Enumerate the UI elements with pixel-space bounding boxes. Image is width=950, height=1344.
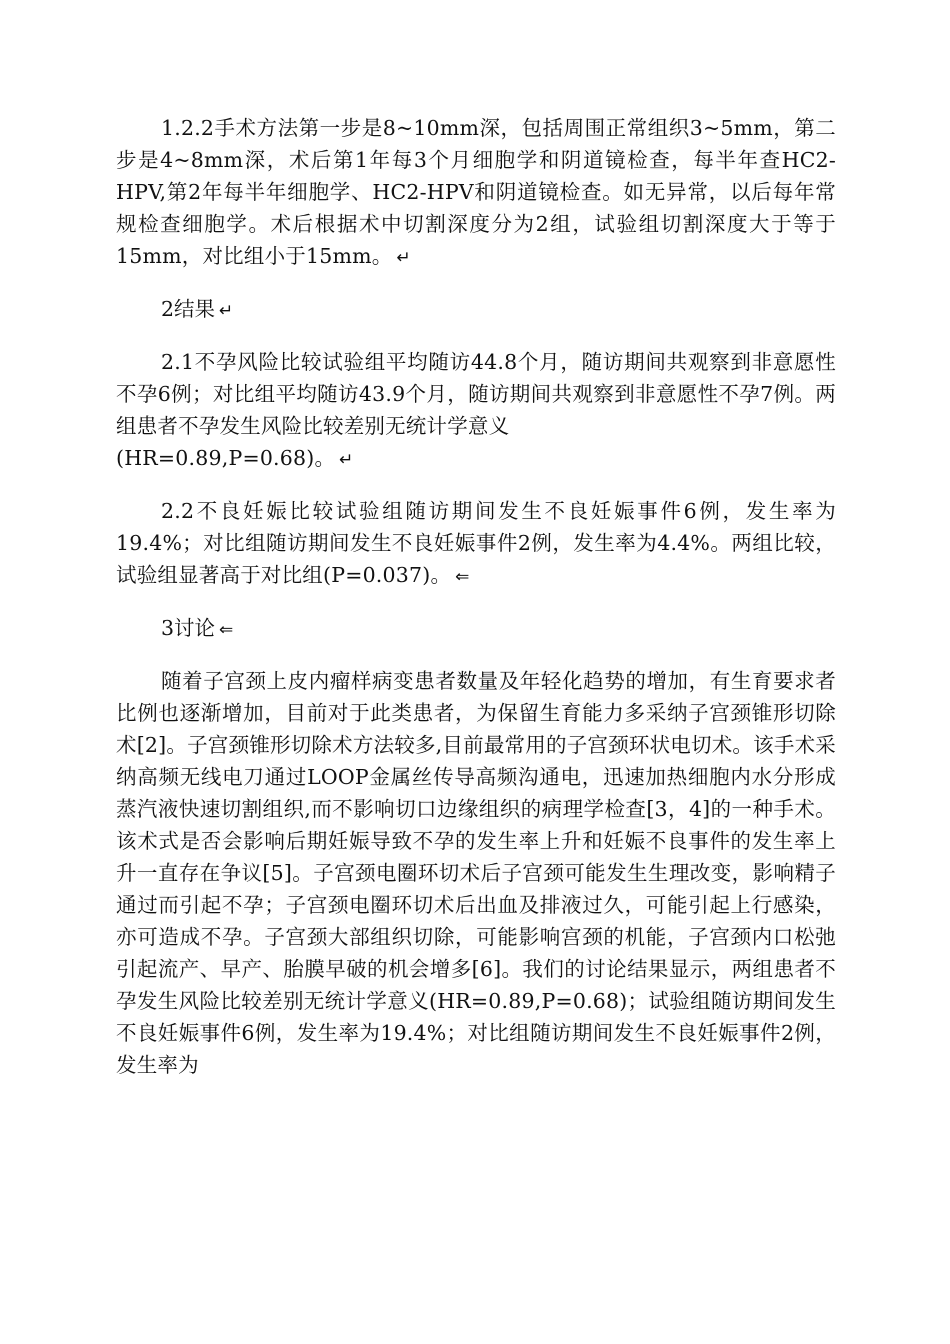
paragraph-mark-icon: ↵ [339,450,354,470]
document-body [116,112,836,1081]
section-mark-icon: ⇐ [219,620,234,640]
paragraph-mark-icon: ↵ [219,301,234,321]
paragraph-text: 2.2不良妊娠比较试验组随访期间发生不良妊娠事件6例，发生率为19.4%；对比组随访期间发生不良妊娠事件2例，发生率为4.4%。两组比较，试验组显著高于对比组(P=0.037)。 [116,499,836,587]
heading-text: 3讨论 [161,616,216,640]
section-heading-results [116,293,836,327]
paragraph-text: 1.2.2手术方法第一步是8~10mm深，包括周围正常组织3~5mm，第二步是4~8mm深，术后第1年每3个月细胞学和阴道镜检查，每半年查HC2-HPV,第2年每半年细胞学、HC2-HPV和阴道镜检查。如无异常，以后每年常规检查细胞学。术后根据术中切割深度分为2组，试验组切割深度大于等于15mm，对比组小于15mm。 [116,116,836,268]
paragraph-discussion [116,665,836,1081]
heading-text: 2结果 [161,297,216,321]
section-mark-icon: ⇐ [455,567,470,587]
section-heading-discussion [116,612,836,646]
paragraph-mark-icon: ↵ [396,248,411,268]
paragraph-text-continued: (HR=0.89,P=0.68)。 [116,446,336,470]
paragraph-infertility-risk [116,346,836,476]
paragraph-text: 随着子宫颈上皮内瘤样病变患者数量及年轻化趋势的增加，有生育要求者比例也逐渐增加，目前对于此类患者，为保留生育能力多采纳子宫颈锥形切除术[2]。子宫颈锥形切除术方法较多,目前最常用的子宫颈环状电切术。该手术采纳高频无线电刀通过LOOP金属丝传导高频沟通电，迅速加热细胞内水分形成蒸汽液快速切割组织,而不影响切口边缘组织的病理学检查[3，4]的一种手术。该术式是否会影响后期妊娠导致不孕的发生率上升和妊娠不良事件的发生率上升一直存在争议[5]。子宫颈电圈环切术后子宫颈可能发生生理改变，影响精子通过而引起不孕；子宫颈电圈环切术后出血及排液过久，可能引起上行感染，亦可造成不孕。子宫颈大部组织切除，可能影响宫颈的机能，子宫颈内口松弛引起流产、早产、胎膜早破的机会增多[6]。我们的讨论结果显示，两组患者不孕发生风险比较差别无统计学意义(HR=0.89,P=0.68)；试验组随访期间发生不良妊娠事件6例，发生率为19.4%；对比组随访期间发生不良妊娠事件2例，发生率为 [116,669,836,1077]
paragraph-surgery-method [116,112,836,274]
paragraph-text: 2.1不孕风险比较试验组平均随访44.8个月，随访期间共观察到非意愿性不孕6例；对比组平均随访43.9个月，随访期间共观察到非意愿性不孕7例。两组患者不孕发生风险比较差别无统计学意义 [116,350,836,438]
paragraph-adverse-pregnancy [116,495,836,593]
